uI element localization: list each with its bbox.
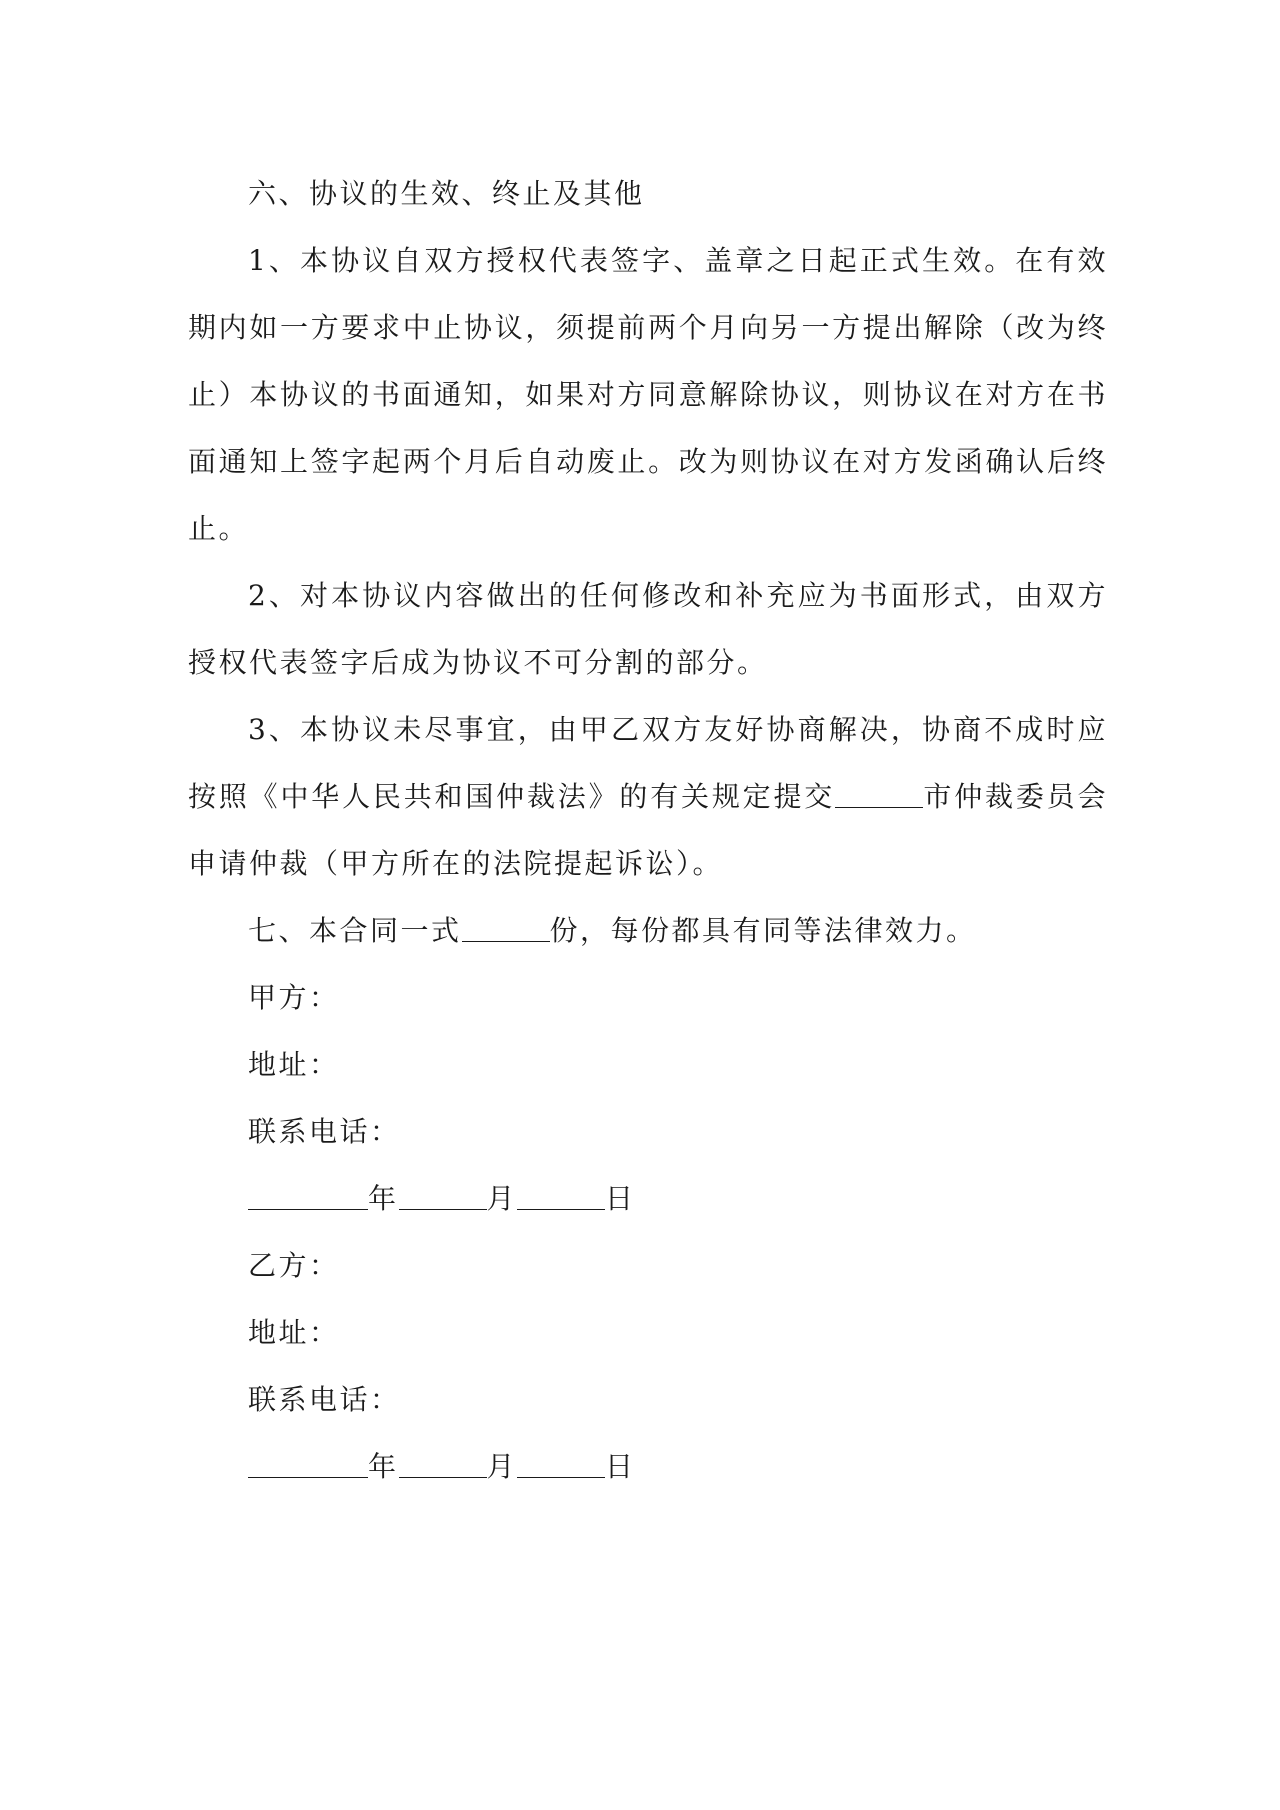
section-7-copies bbox=[188, 897, 1108, 964]
party-b-year-blank[interactable] bbox=[248, 1449, 368, 1478]
party-a-label: 甲方： bbox=[248, 981, 340, 1014]
clause-6-2: 2、对本协议内容做出的任何修改和补充应为书面形式，由双方授权代表签字后成为协议不可分割的部分。 bbox=[188, 579, 1108, 679]
party-b-date bbox=[188, 1433, 1108, 1500]
clause-6-3-part2: 市仲裁委员会申请仲裁（甲方所在的法院提起诉讼）。 bbox=[188, 780, 1108, 880]
section-6-title: 六、协议的生效、终止及其他 bbox=[248, 177, 645, 210]
party-b-day-label: 日 bbox=[605, 1450, 636, 1483]
copies-prefix: 七、本合同一式 bbox=[248, 914, 462, 947]
clause-6-1: 1、本协议自双方授权代表签字、盖章之日起正式生效。在有效期内如一方要求中止协议，须提前两个月向另一方提出解除（改为终止）本协议的书面通知，如果对方同意解除协议，则协议在对方在书面通知上签字起两个月后自动废止。改为则协议在对方发函确认后终止。 bbox=[188, 244, 1108, 545]
party-b-label: 乙方： bbox=[248, 1249, 340, 1282]
city-blank[interactable] bbox=[835, 779, 923, 808]
party-a-phone-label: 联系电话： bbox=[248, 1115, 401, 1148]
party-a-address-label: 地址： bbox=[248, 1048, 340, 1081]
party-b-address-label: 地址： bbox=[248, 1316, 340, 1349]
party-a-year-blank[interactable] bbox=[248, 1181, 368, 1210]
party-a-day-label: 日 bbox=[605, 1182, 636, 1215]
party-b-phone-label: 联系电话： bbox=[248, 1383, 401, 1416]
party-a-month-label: 月 bbox=[486, 1182, 518, 1215]
party-a-day-blank[interactable] bbox=[517, 1181, 605, 1210]
clause-6-3-part1: 3、本协议未尽事宜，由甲乙双方友好协商解决，协商不成时应按照《中华人民共和国仲裁法》的有关规定提交 bbox=[188, 713, 1108, 813]
party-b-month-label: 月 bbox=[486, 1450, 518, 1483]
party-b-month-blank[interactable] bbox=[399, 1449, 487, 1478]
party-a-year-label: 年 bbox=[368, 1182, 399, 1215]
copies-suffix: 份，每份都具有同等法律效力。 bbox=[549, 914, 977, 947]
document-page bbox=[188, 160, 1108, 1500]
party-a-month-blank[interactable] bbox=[399, 1181, 487, 1210]
clause-6-3 bbox=[188, 696, 1108, 897]
party-b-day-blank[interactable] bbox=[517, 1449, 605, 1478]
party-b-year-label: 年 bbox=[368, 1450, 399, 1483]
party-a-date bbox=[188, 1165, 1108, 1232]
copies-blank[interactable] bbox=[462, 913, 550, 942]
